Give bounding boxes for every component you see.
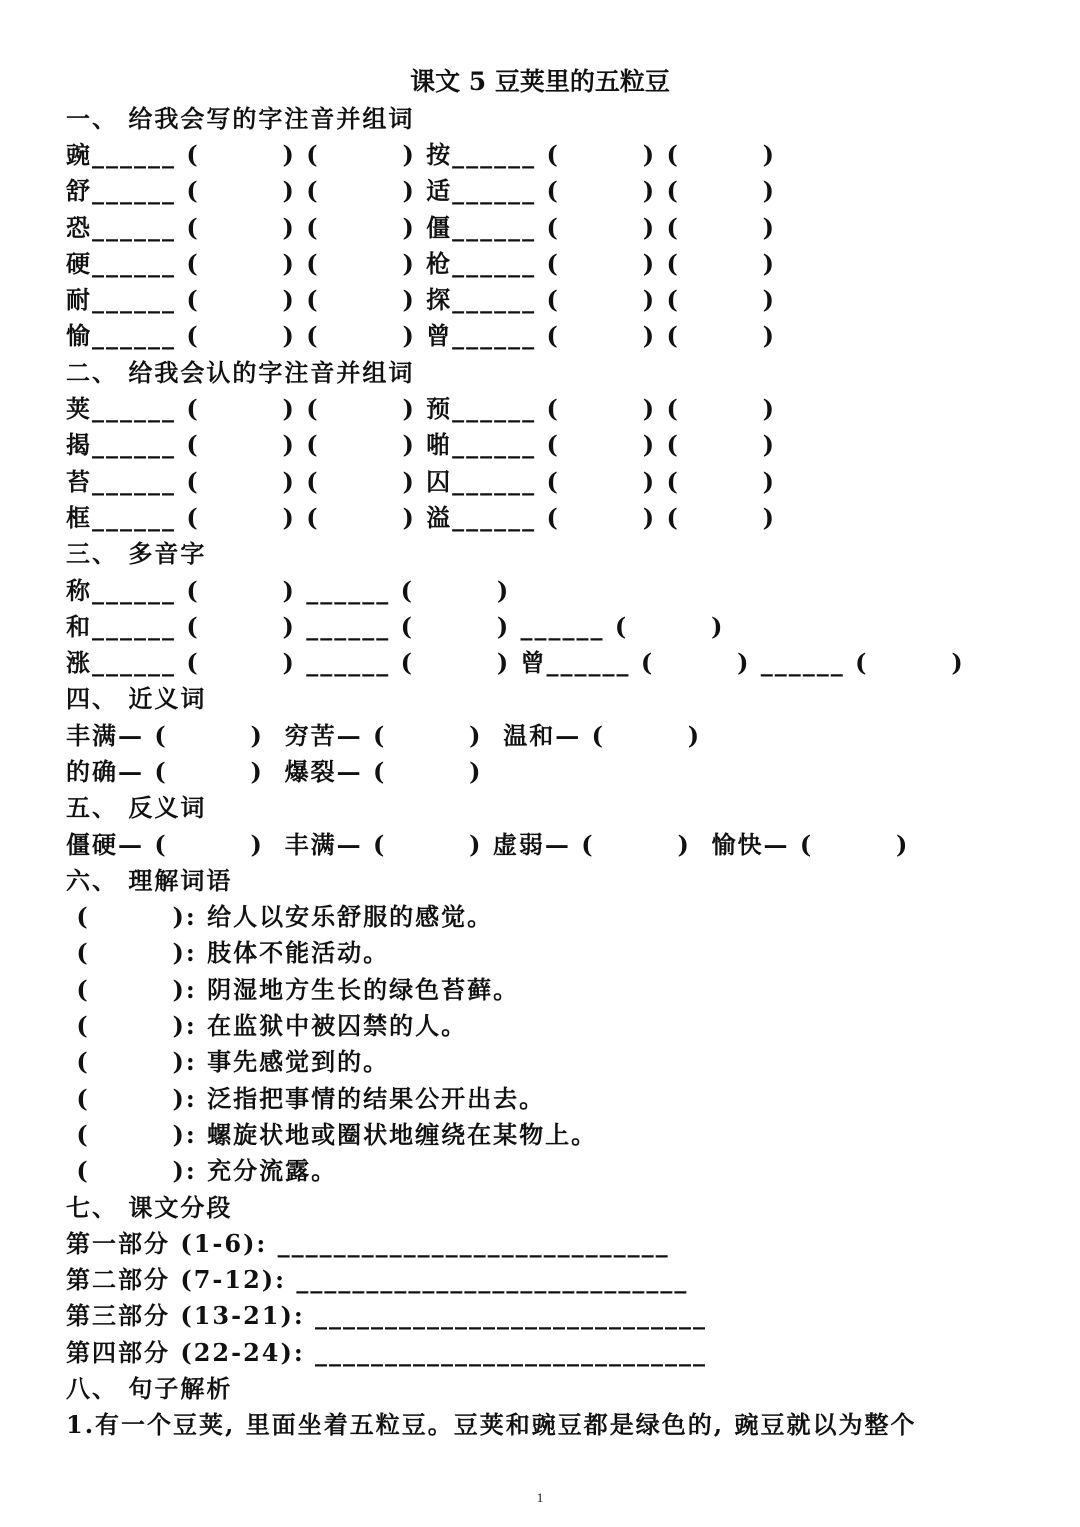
section-heading-6: 六、 理解词语 xyxy=(66,866,233,895)
exercise-line: 丰满— ( ) 穷苦— ( ) 温和— ( ) xyxy=(66,721,702,750)
definition-line: ( ): 肢体不能活动。 xyxy=(66,938,390,967)
exercise-line: 苔______ ( ) ( ) 囚______ ( ) ( ) xyxy=(66,467,776,496)
definition-line: ( ): 给人以安乐舒服的感觉。 xyxy=(66,902,494,931)
exercise-line: 和______ ( ) ______ ( ) ______ ( ) xyxy=(66,612,725,641)
paragraph-division-line: 第四部分 (22-24): ____________________________ xyxy=(66,1338,708,1367)
definition-line: ( ): 在监狱中被囚禁的人。 xyxy=(66,1011,468,1040)
exercise-line: 揭______ ( ) ( ) 啪______ ( ) ( ) xyxy=(66,430,776,459)
sentence-analysis-line: 1.有一个豆荚, 里面坐着五粒豆。豆荚和豌豆都是绿色的, 豌豆就以为整个 xyxy=(66,1410,917,1439)
exercise-line: 愉______ ( ) ( ) 曾______ ( ) ( ) xyxy=(66,321,776,350)
page-title: 课文 5 豆荚里的五粒豆 xyxy=(410,67,670,96)
exercise-line: 的确— ( ) 爆裂— ( ) xyxy=(66,757,483,786)
exercise-line: 耐______ ( ) ( ) 探______ ( ) ( ) xyxy=(66,285,776,314)
section-heading-1: 一、 给我会写的字注音并组词 xyxy=(66,104,415,133)
definition-line: ( ): 阴湿地方生长的绿色苔藓。 xyxy=(66,975,520,1004)
paragraph-division-line: 第三部分 (13-21): ____________________________ xyxy=(66,1301,708,1330)
section-heading-8: 八、 句子解析 xyxy=(66,1374,233,1403)
section-heading-7: 七、 课文分段 xyxy=(66,1193,233,1222)
exercise-line: 荚______ ( ) ( ) 预______ ( ) ( ) xyxy=(66,394,776,423)
section-heading-3: 三、 多音字 xyxy=(66,539,207,568)
exercise-line: 称______ ( ) ______ ( ) xyxy=(66,576,511,605)
definition-line: ( ): 螺旋状地或圈状地缠绕在某物上。 xyxy=(66,1120,598,1149)
exercise-line: 舒______ ( ) ( ) 适______ ( ) ( ) xyxy=(66,176,776,205)
section-heading-2: 二、 给我会认的字注音并组词 xyxy=(66,358,415,387)
exercise-line: 框______ ( ) ( ) 溢______ ( ) ( ) xyxy=(66,503,776,532)
exercise-line: 恐______ ( ) ( ) 僵______ ( ) ( ) xyxy=(66,213,776,242)
exercise-line: 僵硬— ( ) 丰满— ( ) 虚弱— ( ) 愉快— ( ) xyxy=(66,830,910,859)
exercise-line: 豌______ ( ) ( ) 按______ ( ) ( ) xyxy=(66,140,776,169)
paragraph-division-line: 第一部分 (1-6): ____________________________ xyxy=(66,1229,670,1258)
section-heading-4: 四、 近义词 xyxy=(66,684,207,713)
definition-line: ( ): 事先感觉到的。 xyxy=(66,1047,390,1076)
section-heading-5: 五、 反义词 xyxy=(66,793,207,822)
paragraph-division-line: 第二部分 (7-12): ____________________________ xyxy=(66,1265,689,1294)
page-number: 1 xyxy=(536,1490,544,1505)
exercise-line: 硬______ ( ) ( ) 枪______ ( ) ( ) xyxy=(66,249,776,278)
definition-line: ( ): 泛指把事情的结果公开出去。 xyxy=(66,1084,546,1113)
exercise-line: 涨______ ( ) ______ ( ) 曾______ ( ) ______ ( ) xyxy=(66,648,965,677)
definition-line: ( ): 充分流露。 xyxy=(66,1156,338,1185)
